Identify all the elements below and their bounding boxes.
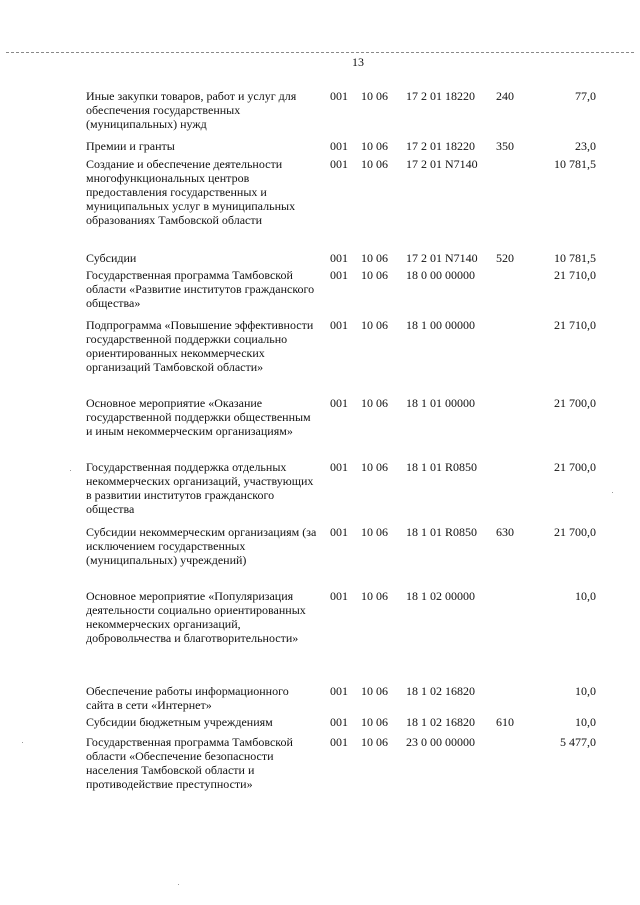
row-section: 10 06: [361, 139, 388, 153]
row-name: Субсидии бюджетным учреждениям: [86, 715, 273, 729]
row-name: Основное мероприятие «Популяризация деятельности социально ориентированных некоммерческих организаций, добровольчества и благотворительности»: [86, 589, 306, 645]
row-section: 10 06: [361, 735, 388, 749]
scan-speck: [22, 742, 23, 743]
scan-speck: [612, 492, 613, 493]
row-ministry: 001: [330, 735, 348, 749]
row-target-article: 18 1 01 R0850: [406, 525, 478, 539]
row-ministry: 001: [330, 89, 348, 103]
row-ministry: 001: [330, 318, 348, 332]
row-ministry: 001: [330, 268, 348, 282]
row-section: 10 06: [361, 318, 388, 332]
row-amount: 10,0: [575, 589, 596, 603]
row-ministry: 001: [330, 157, 348, 171]
row-ministry: 001: [330, 684, 348, 698]
row-ministry: 001: [330, 139, 348, 153]
row-section: 10 06: [361, 268, 388, 282]
row-name: Создание и обеспечение деятельности многофункциональных центров предоставления государственных и муниципальных услуг в муниципальных образованиях Тамбовской области: [86, 157, 296, 227]
row-expense-type: 350: [496, 139, 514, 153]
row-section: 10 06: [361, 684, 388, 698]
row-target-article: 18 1 01 00000: [406, 396, 475, 410]
row-expense-type: 520: [496, 251, 514, 265]
row-name: Субсидии некоммерческим организациям (за исключением государственных (муниципальных) учреждений): [86, 525, 317, 567]
row-target-article: 23 0 00 00000: [406, 735, 475, 749]
row-amount: 10 781,5: [554, 251, 596, 265]
row-target-article: 17 2 01 N7140: [406, 251, 478, 265]
row-name: Основное мероприятие «Оказание государственной поддержки общественным и иным некоммерческим организациям»: [86, 396, 311, 438]
row-section: 10 06: [361, 589, 388, 603]
row-target-article: 18 1 00 00000: [406, 318, 475, 332]
page-top-rule: [6, 52, 634, 53]
row-name: Государственная поддержка отдельных некоммерческих организаций, участвующих в развитии институтов гражданского общества: [86, 460, 314, 516]
row-section: 10 06: [361, 525, 388, 539]
row-amount: 21 710,0: [554, 268, 596, 282]
scan-speck: [178, 884, 179, 885]
row-amount: 21 710,0: [554, 318, 596, 332]
row-amount: 10,0: [575, 715, 596, 729]
scan-speck: [70, 470, 71, 471]
row-name: Обеспечение работы информационного сайта в сети «Интернет»: [86, 684, 289, 712]
row-section: 10 06: [361, 89, 388, 103]
row-section: 10 06: [361, 251, 388, 265]
row-amount: 21 700,0: [554, 396, 596, 410]
row-expense-type: 610: [496, 715, 514, 729]
row-amount: 21 700,0: [554, 460, 596, 474]
row-target-article: 17 2 01 18220: [406, 139, 475, 153]
row-amount: 23,0: [575, 139, 596, 153]
row-ministry: 001: [330, 589, 348, 603]
row-target-article: 17 2 01 N7140: [406, 157, 478, 171]
row-ministry: 001: [330, 525, 348, 539]
row-name: Государственная программа Тамбовской области «Обеспечение безопасности населения Тамбовской области и противодействие преступности»: [86, 735, 293, 791]
row-section: 10 06: [361, 460, 388, 474]
row-target-article: 18 1 02 00000: [406, 589, 475, 603]
row-name: Премии и гранты: [86, 139, 175, 153]
row-amount: 10 781,5: [554, 157, 596, 171]
row-target-article: 18 1 02 16820: [406, 684, 475, 698]
row-name: Подпрограмма «Повышение эффективности государственной поддержки социально ориентированных некоммерческих организаций Тамбовской области»: [86, 318, 314, 374]
row-amount: 21 700,0: [554, 525, 596, 539]
page-number: 13: [352, 55, 364, 69]
row-expense-type: 240: [496, 89, 514, 103]
row-ministry: 001: [330, 460, 348, 474]
row-amount: 5 477,0: [560, 735, 596, 749]
row-ministry: 001: [330, 251, 348, 265]
row-amount: 10,0: [575, 684, 596, 698]
row-name: Иные закупки товаров, работ и услуг для обеспечения государственных (муниципальных) нужд: [86, 89, 297, 131]
row-target-article: 18 0 00 00000: [406, 268, 475, 282]
row-name: Субсидии: [86, 251, 137, 265]
row-section: 10 06: [361, 396, 388, 410]
row-target-article: 18 1 02 16820: [406, 715, 475, 729]
row-expense-type: 630: [496, 525, 514, 539]
row-name: Государственная программа Тамбовской области «Развитие институтов гражданского общества»: [86, 268, 315, 310]
row-amount: 77,0: [575, 89, 596, 103]
row-section: 10 06: [361, 715, 388, 729]
row-ministry: 001: [330, 396, 348, 410]
row-ministry: 001: [330, 715, 348, 729]
row-section: 10 06: [361, 157, 388, 171]
row-target-article: 17 2 01 18220: [406, 89, 475, 103]
row-target-article: 18 1 01 R0850: [406, 460, 478, 474]
